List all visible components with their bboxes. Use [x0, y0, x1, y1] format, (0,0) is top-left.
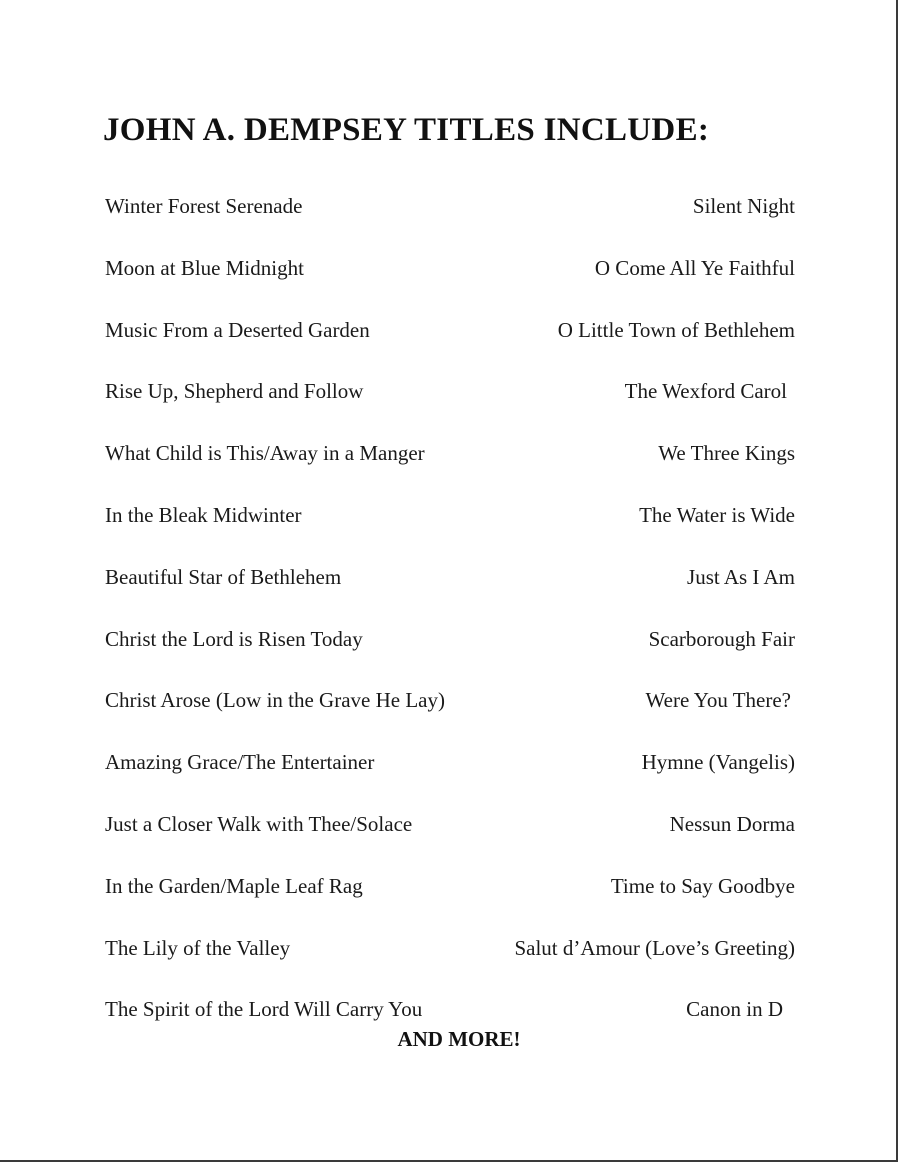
title-left: Music From a Deserted Garden	[105, 317, 370, 342]
title-left: The Spirit of the Lord Will Carry You	[105, 997, 423, 1022]
title-row	[105, 248, 795, 310]
title-left: Christ the Lord is Risen Today	[105, 626, 363, 651]
title-left: Moon at Blue Midnight	[105, 255, 304, 280]
title-left: In the Bleak Midwinter	[105, 502, 302, 527]
title-left: Just a Closer Walk with Thee/Solace	[105, 811, 413, 836]
title-right: Nessun Dorma	[669, 811, 795, 836]
title-row	[105, 804, 795, 866]
title-left: The Lily of the Valley	[105, 935, 291, 960]
title-right: The Water is Wide	[639, 502, 795, 527]
title-right: Scarborough Fair	[648, 626, 795, 651]
title-right: O Come All Ye Faithful	[594, 255, 795, 280]
title-right: Salut d’Amour (Love’s Greeting)	[514, 935, 795, 960]
title-left: Winter Forest Serenade	[105, 194, 303, 218]
and-more-footer: AND MORE!	[397, 1027, 521, 1051]
title-left: Rise Up, Shepherd and Follow	[105, 379, 364, 404]
title-row	[105, 619, 795, 681]
title-row	[105, 186, 795, 248]
title-row	[105, 866, 795, 928]
title-left: In the Garden/Maple Leaf Rag	[105, 873, 363, 898]
title-right: Time to Say Goodbye	[610, 873, 795, 898]
page-heading: JOHN A. DEMPSEY TITLES INCLUDE:	[103, 112, 710, 148]
title-row	[105, 433, 795, 495]
title-row	[105, 557, 795, 619]
title-right: Hymne (Vangelis)	[641, 750, 795, 775]
title-right: The Wexford Carol	[624, 379, 787, 404]
title-left: Christ Arose (Low in the Grave He Lay)	[105, 688, 445, 713]
title-right: Were You There?	[645, 688, 791, 713]
title-row	[105, 495, 795, 557]
titles-list	[105, 186, 795, 1051]
title-left: Beautiful Star of Bethlehem	[105, 564, 342, 589]
title-right: Just As I Am	[687, 564, 795, 589]
title-row	[105, 310, 795, 372]
title-row	[105, 928, 795, 990]
title-right: We Three Kings	[658, 441, 795, 466]
title-right: O Little Town of Bethlehem	[557, 317, 795, 342]
title-row	[105, 742, 795, 804]
title-row	[105, 371, 795, 433]
title-left: What Child is This/Away in a Manger	[105, 441, 425, 466]
title-right: Silent Night	[692, 194, 795, 218]
title-left: Amazing Grace/The Entertainer	[105, 750, 375, 775]
title-row	[105, 680, 795, 742]
title-right: Canon in D	[686, 997, 783, 1022]
